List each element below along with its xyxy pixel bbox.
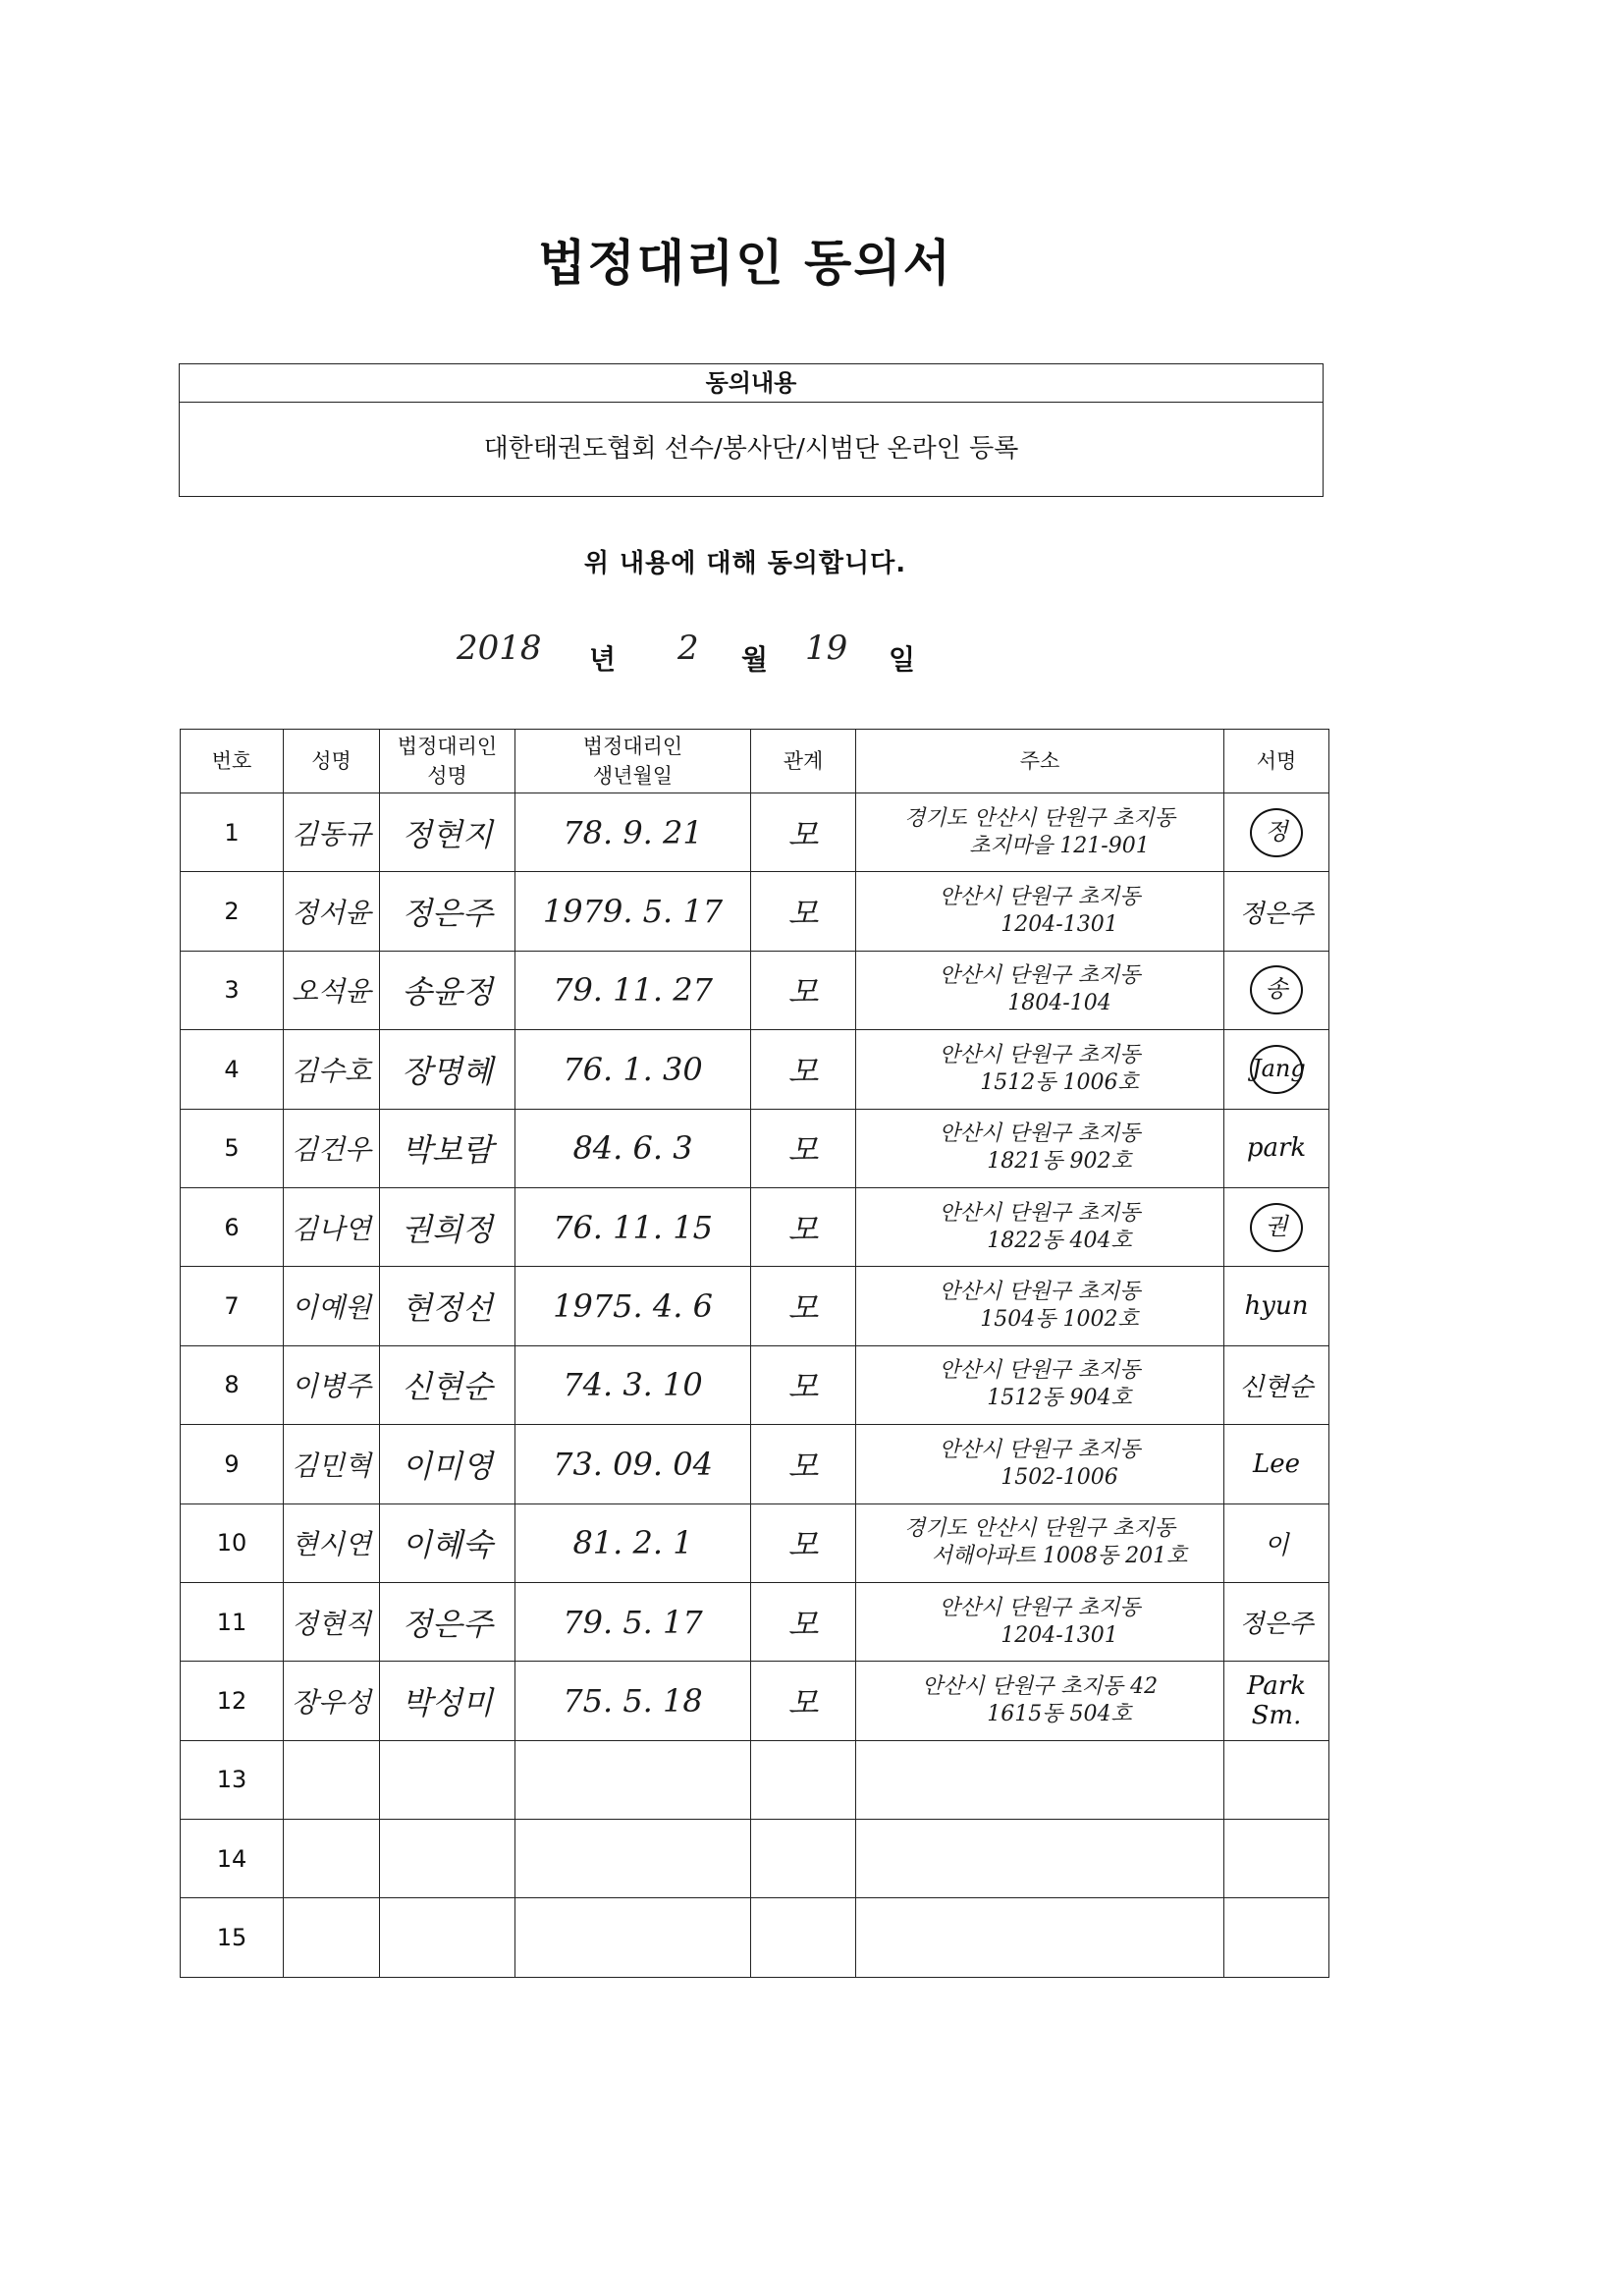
address-line2: 1804-104 <box>1007 991 1111 1016</box>
header-no: 번호 <box>181 730 284 793</box>
address <box>856 1820 1224 1898</box>
date-day-label: 일 <box>889 643 916 676</box>
relation: 모 <box>751 1109 856 1187</box>
signature <box>1224 1267 1329 1345</box>
address <box>856 1030 1224 1109</box>
participant-name: 김수호 <box>284 1030 380 1109</box>
table-row <box>181 1425 1329 1503</box>
address <box>856 951 1224 1029</box>
row-number: 5 <box>181 1109 284 1187</box>
address-line1: 안산시 단원구 초지동 <box>939 1280 1141 1305</box>
date-line <box>457 629 967 687</box>
relation: 모 <box>751 1662 856 1740</box>
guardian-birthdate: 75. 5. 18 <box>515 1662 751 1740</box>
address-line2: 1504동 1002호 <box>980 1307 1139 1333</box>
row-number: 7 <box>181 1267 284 1345</box>
participant-name: 장우성 <box>284 1662 380 1740</box>
relation: 모 <box>751 1582 856 1661</box>
row-number: 4 <box>181 1030 284 1109</box>
guardian-name <box>380 1898 515 1977</box>
address-line1: 안산시 단원구 초지동 42 <box>921 1673 1159 1699</box>
header-relation: 관계 <box>751 730 856 793</box>
address-line2: 1204-1301 <box>1001 1622 1118 1648</box>
header-guardian-name-line2: 성명 <box>427 764 467 788</box>
signature-text: Lee <box>1252 1449 1301 1479</box>
address <box>856 1740 1224 1819</box>
address-line1: 안산시 단원구 초지동 <box>939 963 1141 989</box>
signature <box>1224 1662 1329 1740</box>
table-row <box>181 1582 1329 1661</box>
participant-name: 오석윤 <box>284 951 380 1029</box>
signature <box>1224 1109 1329 1187</box>
relation: 모 <box>751 1503 856 1582</box>
guardian-birthdate <box>515 1820 751 1898</box>
guardian-birthdate: 73. 09. 04 <box>515 1425 751 1503</box>
participant-name <box>284 1898 380 1977</box>
guardian-birthdate: 79. 5. 17 <box>515 1582 751 1661</box>
table-row <box>181 872 1329 951</box>
row-number: 1 <box>181 793 284 872</box>
guardian-name <box>380 1740 515 1819</box>
relation: 모 <box>751 951 856 1029</box>
address <box>856 1267 1224 1345</box>
relation <box>751 1820 856 1898</box>
table-row <box>181 1740 1329 1819</box>
consent-box <box>179 363 1324 497</box>
row-number: 10 <box>181 1503 284 1582</box>
signature <box>1224 872 1329 951</box>
table-row <box>181 1345 1329 1424</box>
participant-name <box>284 1820 380 1898</box>
signature <box>1224 1898 1329 1977</box>
address <box>856 1898 1224 1977</box>
guardian-name <box>380 1820 515 1898</box>
guardian-name: 이미영 <box>380 1425 515 1503</box>
signature <box>1224 1187 1329 1266</box>
agreement-statement: 위 내용에 대해 동의합니다. <box>583 549 907 578</box>
address-line2: 1512동 1006호 <box>980 1069 1139 1095</box>
address-line1: 안산시 단원구 초지동 <box>939 1437 1141 1462</box>
header-guardian-name <box>380 730 515 793</box>
address <box>856 1187 1224 1266</box>
address <box>856 872 1224 951</box>
signature <box>1224 793 1329 872</box>
participant-name: 정서윤 <box>284 872 380 951</box>
address-line2: 1512동 904호 <box>987 1386 1132 1411</box>
address-line2: 서해아파트 1008동 201호 <box>931 1544 1188 1569</box>
signature <box>1224 1030 1329 1109</box>
relation <box>751 1740 856 1819</box>
header-address: 주소 <box>856 730 1224 793</box>
table-row <box>181 1187 1329 1266</box>
address-line1: 안산시 단원구 초지동 <box>939 885 1141 910</box>
signature-seal: Jang <box>1250 1045 1303 1094</box>
relation: 모 <box>751 1187 856 1266</box>
address-line1: 안산시 단원구 초지동 <box>939 1121 1141 1147</box>
participant-name: 이예원 <box>284 1267 380 1345</box>
address-line2: 1502-1006 <box>1001 1464 1118 1490</box>
signature <box>1224 1425 1329 1503</box>
relation: 모 <box>751 1267 856 1345</box>
signature <box>1224 1345 1329 1424</box>
participant-name: 김건우 <box>284 1109 380 1187</box>
signature-seal: 권 <box>1250 1203 1303 1252</box>
signature-text: 정은주 <box>1239 899 1314 929</box>
header-signature: 서명 <box>1224 730 1329 793</box>
guardian-name: 권희정 <box>380 1187 515 1266</box>
address-line1: 안산시 단원구 초지동 <box>939 1200 1141 1226</box>
table-body <box>181 793 1329 1978</box>
participant-name: 이병주 <box>284 1345 380 1424</box>
consent-body: 대한태권도협회 선수/봉사단/시범단 온라인 등록 <box>483 434 1019 464</box>
participant-name: 김동규 <box>284 793 380 872</box>
document-title: 법정대리인 동의서 <box>538 235 952 292</box>
guardian-birthdate: 79. 11. 27 <box>515 951 751 1029</box>
table-row <box>181 1662 1329 1740</box>
date-month-value: 2 <box>677 629 699 668</box>
guardian-birthdate: 74. 3. 10 <box>515 1345 751 1424</box>
signature-text: 이 <box>1264 1530 1289 1560</box>
row-number: 8 <box>181 1345 284 1424</box>
row-number: 13 <box>181 1740 284 1819</box>
guardian-name: 송윤정 <box>380 951 515 1029</box>
guardian-name: 정은주 <box>380 1582 515 1661</box>
row-number: 6 <box>181 1187 284 1266</box>
address-line1: 안산시 단원구 초지동 <box>939 1358 1141 1384</box>
guardian-name: 정은주 <box>380 872 515 951</box>
table-row <box>181 1109 1329 1187</box>
address-line2: 1822동 404호 <box>987 1228 1132 1253</box>
relation: 모 <box>751 1345 856 1424</box>
signature <box>1224 1740 1329 1819</box>
row-number: 14 <box>181 1820 284 1898</box>
address-line2: 1615동 504호 <box>987 1701 1132 1726</box>
signature-seal: 정 <box>1250 808 1303 857</box>
signature-seal: 송 <box>1250 965 1303 1014</box>
participant-name: 김나연 <box>284 1187 380 1266</box>
signature <box>1224 1820 1329 1898</box>
guardian-name: 정현지 <box>380 793 515 872</box>
table-row <box>181 1030 1329 1109</box>
guardian-birthdate: 81. 2. 1 <box>515 1503 751 1582</box>
header-guardian-birth-line2: 생년월일 <box>592 764 674 788</box>
table-row <box>181 1820 1329 1898</box>
row-number: 12 <box>181 1662 284 1740</box>
address-line2: 1821동 902호 <box>987 1149 1132 1175</box>
row-number: 2 <box>181 872 284 951</box>
signature <box>1224 1503 1329 1582</box>
address <box>856 1109 1224 1187</box>
guardian-name: 이혜숙 <box>380 1503 515 1582</box>
signature-text: 신현순 <box>1239 1372 1314 1402</box>
participant-name: 정현직 <box>284 1582 380 1661</box>
date-year-label: 년 <box>589 643 617 676</box>
row-number: 9 <box>181 1425 284 1503</box>
guardian-name: 현정선 <box>380 1267 515 1345</box>
relation: 모 <box>751 1030 856 1109</box>
guardian-birthdate: 76. 1. 30 <box>515 1030 751 1109</box>
table-row <box>181 1503 1329 1582</box>
address-line2: 초지마을 121-901 <box>969 833 1150 858</box>
address <box>856 1345 1224 1424</box>
address-line1: 안산시 단원구 초지동 <box>939 1595 1141 1620</box>
consent-heading: 동의내용 <box>180 364 1323 403</box>
relation: 모 <box>751 1425 856 1503</box>
table-row <box>181 1267 1329 1345</box>
date-year-value: 2018 <box>457 629 542 668</box>
signature-text: Park Sm. <box>1246 1670 1306 1730</box>
guardian-birthdate: 76. 11. 15 <box>515 1187 751 1266</box>
address-line1: 안산시 단원구 초지동 <box>939 1042 1141 1067</box>
table-row <box>181 1898 1329 1977</box>
signature-text: hyun <box>1244 1291 1309 1322</box>
guardian-roster-table <box>180 729 1329 1978</box>
address-line1: 경기도 안산시 단원구 초지동 <box>903 1516 1175 1542</box>
participant-name: 현시연 <box>284 1503 380 1582</box>
table-header-row <box>181 730 1329 793</box>
relation <box>751 1898 856 1977</box>
guardian-name: 신현순 <box>380 1345 515 1424</box>
guardian-birthdate: 1975. 4. 6 <box>515 1267 751 1345</box>
address <box>856 793 1224 872</box>
table-row <box>181 951 1329 1029</box>
date-month-label: 월 <box>741 643 769 676</box>
signature <box>1224 951 1329 1029</box>
header-guardian-name-line1: 법정대리인 <box>397 735 498 758</box>
guardian-name: 박성미 <box>380 1662 515 1740</box>
guardian-name: 장명혜 <box>380 1030 515 1109</box>
participant-name <box>284 1740 380 1819</box>
row-number: 15 <box>181 1898 284 1977</box>
row-number: 11 <box>181 1582 284 1661</box>
signature-text: park <box>1246 1133 1307 1164</box>
guardian-name: 박보람 <box>380 1109 515 1187</box>
header-name: 성명 <box>284 730 380 793</box>
address <box>856 1582 1224 1661</box>
relation: 모 <box>751 793 856 872</box>
table-row <box>181 793 1329 872</box>
guardian-birthdate: 1979. 5. 17 <box>515 872 751 951</box>
row-number: 3 <box>181 951 284 1029</box>
address-line1: 경기도 안산시 단원구 초지동 <box>903 805 1175 831</box>
address <box>856 1425 1224 1503</box>
address <box>856 1662 1224 1740</box>
signature <box>1224 1582 1329 1661</box>
guardian-birthdate <box>515 1898 751 1977</box>
address <box>856 1503 1224 1582</box>
guardian-birthdate <box>515 1740 751 1819</box>
date-day-value: 19 <box>805 629 848 668</box>
header-guardian-birth <box>515 730 751 793</box>
relation: 모 <box>751 872 856 951</box>
participant-name: 김민혁 <box>284 1425 380 1503</box>
address-line2: 1204-1301 <box>1001 912 1118 938</box>
header-guardian-birth-line1: 법정대리인 <box>582 735 683 758</box>
guardian-birthdate: 84. 6. 3 <box>515 1109 751 1187</box>
guardian-birthdate: 78. 9. 21 <box>515 793 751 872</box>
signature-text: 정은주 <box>1239 1610 1314 1640</box>
